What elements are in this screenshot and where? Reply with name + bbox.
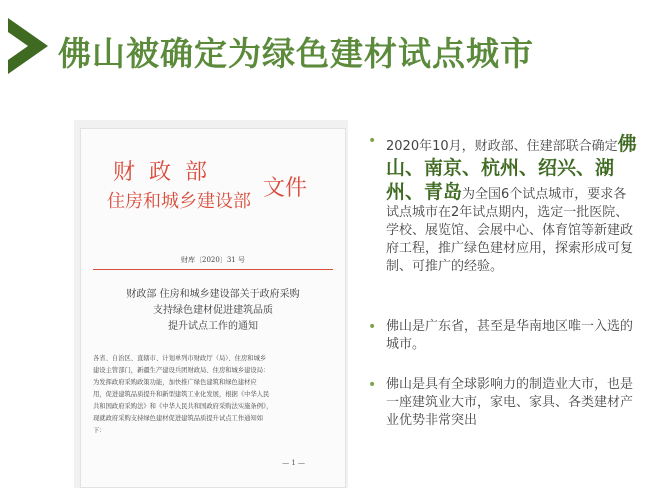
bullet-item xyxy=(368,132,638,276)
doc-body xyxy=(93,353,333,437)
bullet-emphasis-cities: 佛山、南京、杭州、绍兴、湖州、青岛 xyxy=(386,133,637,203)
doc-heading-line: 支持绿色建材促进建筑品质 xyxy=(153,305,273,316)
doc-page-number: — 1 — xyxy=(282,459,305,467)
doc-body-line: 现就政府采购支持绿色建材促进建筑品质提升试点工作通知如 xyxy=(93,415,264,422)
bullet-dot-icon: • xyxy=(368,377,377,393)
doc-body-line: 建设主管部门，新疆生产建设兵团财政局、住房和城乡建设局： xyxy=(93,367,270,374)
title-chevron-icon xyxy=(8,18,48,74)
doc-file-label: 文件 xyxy=(263,176,308,201)
document-scan xyxy=(80,128,346,488)
doc-red-divider xyxy=(93,269,333,270)
bullet-text: 佛山是具有全球影响力的制造业大市，也是一座建筑业大市，家电、家具、各类建材产业优势非常突出 xyxy=(386,377,634,428)
bullet-text: 佛山是广东省，甚至是华南地区唯一入选的城市。 xyxy=(386,319,634,352)
doc-body-line: 共和国政府采购法》和《中华人民共和国政府采购法实施条例》， xyxy=(93,403,273,410)
doc-body-line: 各省、自治区、直辖市、计划单列市财政厅（局）、住房和城乡 xyxy=(93,355,267,362)
doc-ministry-line1: 财政部 xyxy=(113,160,222,185)
doc-heading xyxy=(91,287,335,335)
doc-body-line: 用，促进建筑品质提升和新型建筑工业化发展，根据《中华人民 xyxy=(93,391,270,398)
bullet-item xyxy=(368,318,638,354)
doc-heading-line: 提升试点工作的通知 xyxy=(168,321,258,332)
doc-heading-line: 财政部 住房和城乡建设部关于政府采购 xyxy=(126,289,300,300)
bullet-item xyxy=(368,376,638,430)
doc-body-line: 为发挥政府采购政策功能，加快推广绿色建筑和绿色建材应 xyxy=(93,379,257,386)
bullet-dot-icon: • xyxy=(368,319,377,335)
slide-title: 佛山被确定为绿色建材试点城市 xyxy=(58,34,534,73)
bullet-text: 2020年10月，财政部、住建部联合确定 xyxy=(386,139,618,154)
doc-ministry-line2: 住房和城乡建设部 xyxy=(107,191,251,212)
bullet-dot-icon: • xyxy=(368,133,377,149)
doc-body-line: 下： xyxy=(93,427,106,434)
bullet-text: 为全国6个试点城市，要求各试点城市在2年试点期内，选定一批医院、学校、展览馆、会展中心、体育馆等新建政府工程，推广绿色建材应用，探索形成可复制、可推广的经验。 xyxy=(386,187,634,274)
doc-number: 财库〔2020〕31 号 xyxy=(181,256,245,264)
